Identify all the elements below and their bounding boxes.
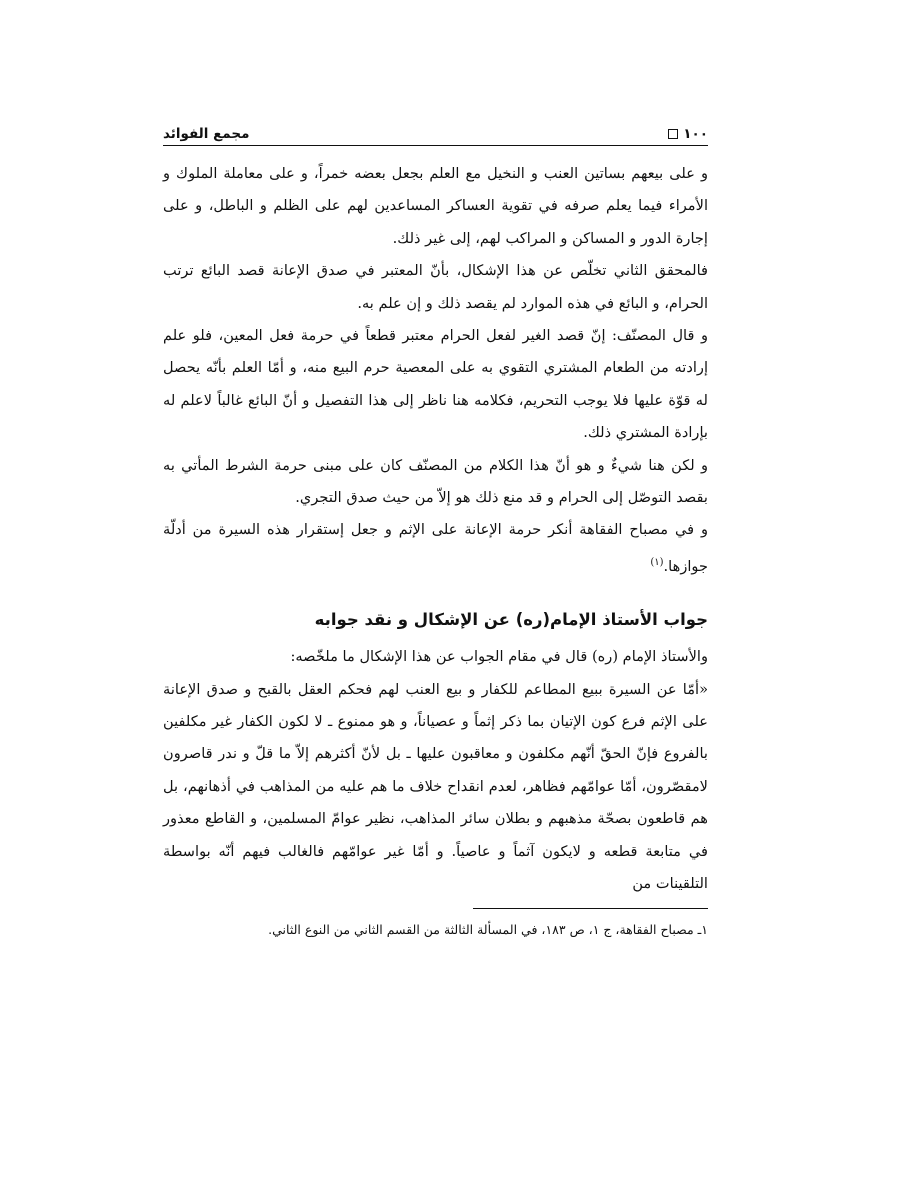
paragraph: و لكن هنا شيءٌ و هو أنّ هذا الكلام من المصنّف كان على مبنى حرمة الشرط المأتي به بقصد التوصّل إلى الحرام و قد منع ذلك هو إلاّ من حيث صدق التجري.	[163, 456, 708, 507]
paragraph: «أمّا عن السيرة ببيع المطاعم للكفار و بيع العنب لهم فحكم العقل بالقبح و صدق الإعانة على الإثم فرع كون الإتيان بما ذكر إثماً و عصياناً، و هو ممنوع ـ لا لكون الكفار غير مكلفين بالفروع فإنّ الحقّ أنّهم مكلفون و معاقبون عليها ـ بل لأنّ أكثرهم إلاّ ما قلّ و ندر قاصرون لامقصّرون، أمّا عوامّهم فظاهر، لعدم انقداح خلاف ما هم عليه من المذاهب في أذهانهم، بل هم قاطعون بصحّة مذهبهم و بطلان سائر المذاهب، نظير عوامّ المسلمين، و القاطع معذور في متابعة قطعه و لايكون آثماً و عاصياً. و أمّا غير عوامّهم فالغالب فيهم أنّه بواسطة التلقينات من	[163, 680, 708, 892]
paragraph: والأستاذ الإمام (ره) قال في مقام الجواب عن هذا الإشكال ما ملخّصه:	[290, 648, 708, 666]
page-number: ١٠٠	[683, 126, 708, 142]
paragraph: و قال المصنّف: إنّ قصد الغير لفعل الحرام معتبر قطعاً في حرمة فعل المعين، فلو علم إرادته من الطعام المشتري التقوي به على المعصية حرم البيع منه، و أمّا العلم بأنّه يحصل له قوّة عليها فلا يوجب التحريم، فكلامه هنا ناظر إلى هذا التفصيل و أنّ البائع غالباً لاعلم له بإرادة المشتري ذلك.	[163, 327, 708, 442]
book-page	[163, 108, 708, 941]
footnote-marker: (١)	[650, 556, 664, 568]
square-icon	[668, 129, 678, 139]
paragraph: فالمحقق الثاني تخلّص عن هذا الإشكال، بأنّ المعتبر في صدق الإعانة قصد البائع ترتب الحرام، و البائع في هذه الموارد لم يقصد ذلك و إن علم به.	[163, 262, 708, 312]
footnote-rule	[473, 908, 708, 909]
paragraph-text: و في مصباح الفقاهة أنكر حرمة الإعانة على الإثم و جعل إستقرار هذه السيرة من أدلّة جوازها.	[163, 521, 708, 575]
page-number-group	[668, 126, 708, 142]
paragraph-with-note	[163, 514, 708, 583]
book-title: مجمع الفوائد	[163, 126, 250, 142]
body-text	[163, 158, 708, 900]
paragraph: و على بيعهم بساتين العنب و النخيل مع العلم بجعل بعضه خمراً، و على معاملة الملوك و الأمراء فيما يعلم صرفه في تقوية العساكر المساعدين لهم على الظلم و الباطل، و على إجارة الدور و المساكن و المراكب لهم، إلى غير ذلك.	[163, 165, 708, 247]
running-header	[163, 108, 708, 142]
header-rule	[163, 145, 708, 146]
section-heading: جواب الأستاذ الإمام(ره) عن الإشكال و نقد جوابه	[314, 610, 708, 630]
footnote: ١ـ مصباح الفقاهة، ج ١، ص ١٨٣، في المسألة الثالثة من القسم الثاني من النوع الثاني.	[268, 922, 708, 938]
